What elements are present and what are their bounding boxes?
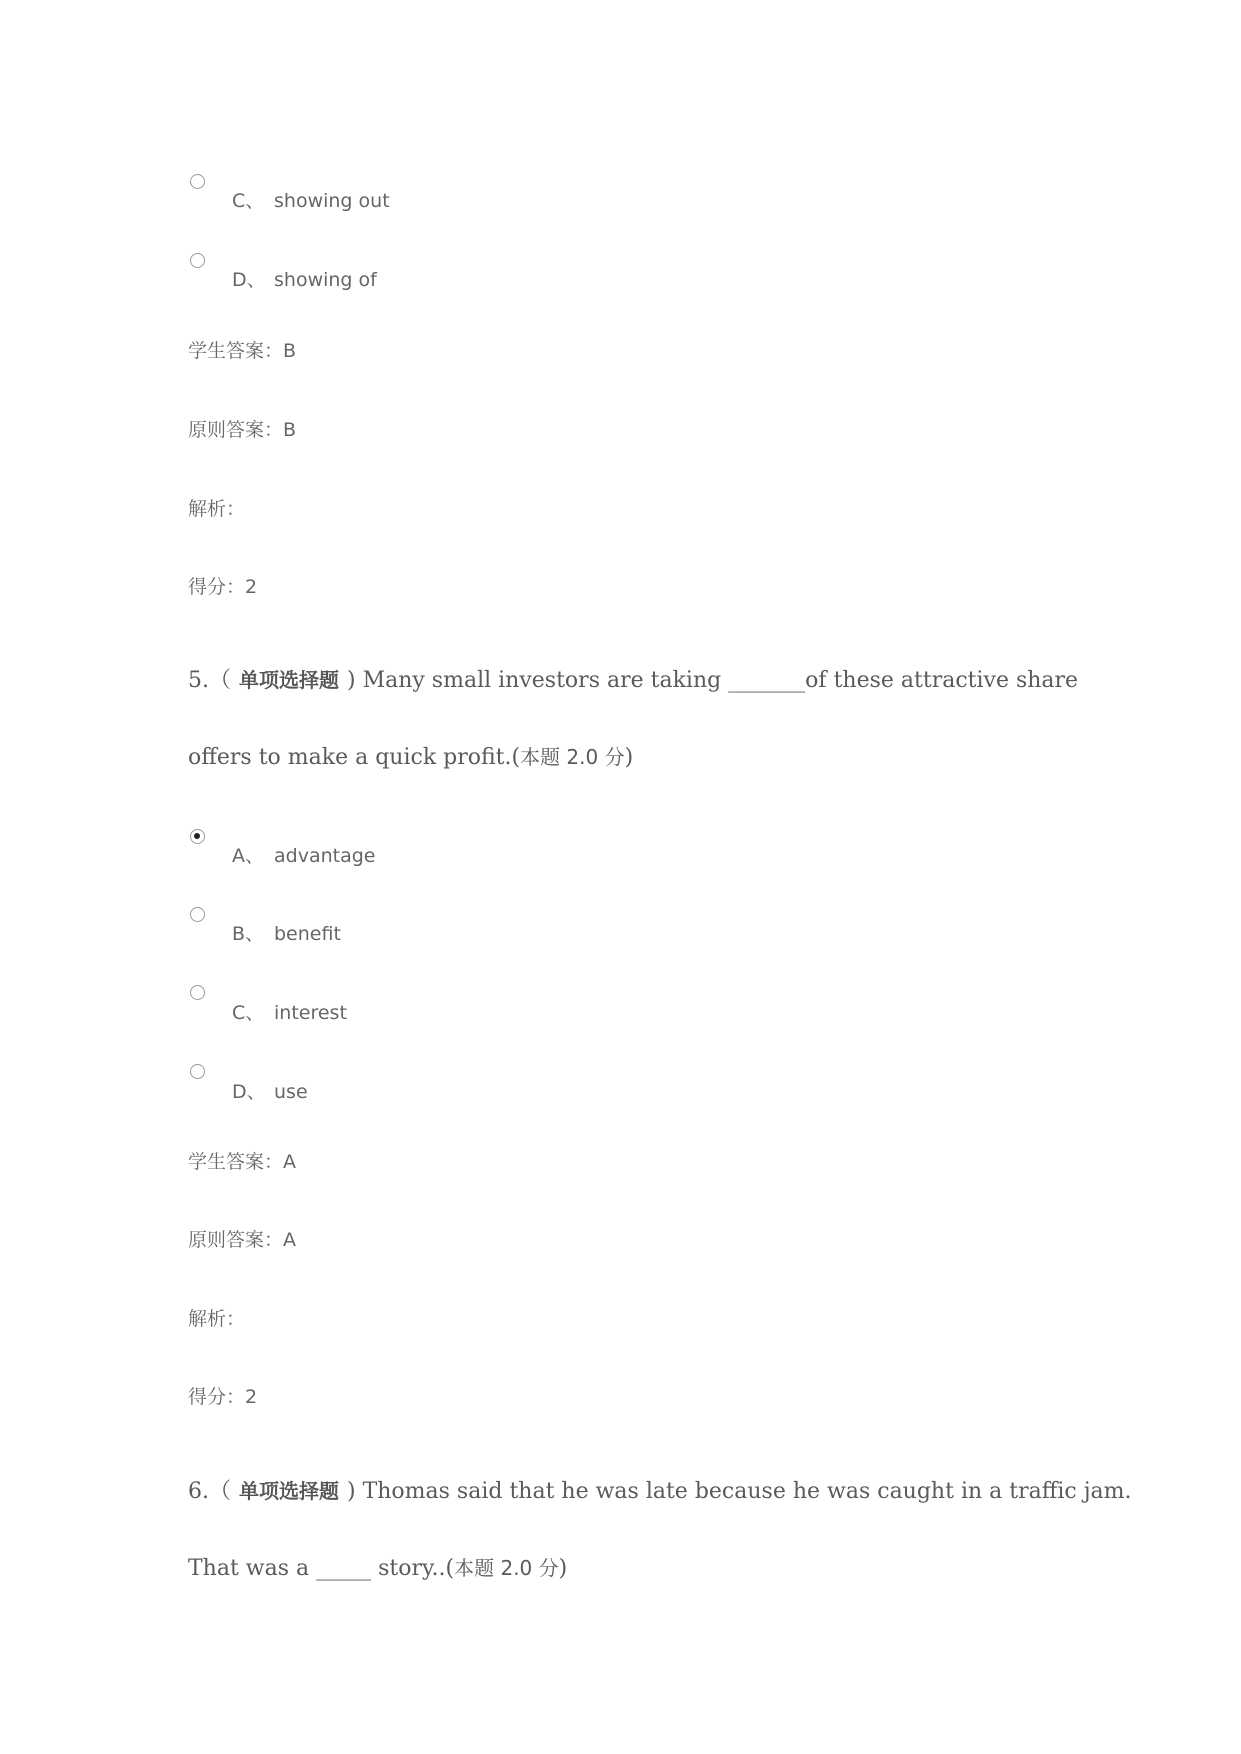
q5-question-line2 — [188, 741, 633, 770]
q5-question-line1 — [188, 663, 1078, 694]
q5-option-a-radio[interactable] — [190, 829, 205, 844]
question-text: ) Thomas said that he was late because he was caught in a traffic jam. — [347, 1479, 1132, 1504]
question-points: 本题 2.0 分 — [520, 745, 625, 769]
option-letter: A、 — [232, 845, 264, 867]
q5-option-c-radio[interactable] — [190, 985, 205, 1000]
q4-option-d-radio[interactable] — [190, 253, 205, 268]
option-letter: D、 — [232, 269, 266, 291]
q5-option-a — [232, 841, 375, 868]
option-letter: C、 — [232, 1002, 265, 1024]
option-letter: B、 — [232, 923, 265, 945]
question-text: That was a _____ story..( — [188, 1556, 455, 1581]
q5-analysis: 解析： — [188, 1308, 246, 1330]
question-text: ) Many small investors are taking _______of these attractive share — [347, 668, 1079, 693]
option-text: showing out — [274, 190, 390, 212]
option-text: showing of — [274, 269, 377, 291]
option-text: advantage — [274, 845, 376, 867]
option-text: use — [274, 1081, 308, 1103]
q5-student-answer: 学生答案：A — [188, 1151, 296, 1173]
q4-standard-answer: 原则答案：B — [188, 419, 297, 441]
option-text: interest — [274, 1002, 347, 1024]
option-text: benefit — [274, 923, 341, 945]
q4-option-d — [232, 265, 377, 292]
q6-question-line2 — [188, 1552, 567, 1581]
q4-option-c-radio[interactable] — [190, 174, 205, 189]
q5-score: 得分：2 — [188, 1386, 258, 1408]
q5-option-b-radio[interactable] — [190, 907, 205, 922]
q5-standard-answer: 原则答案：A — [188, 1229, 296, 1251]
question-number: 5.（ — [188, 668, 231, 693]
q5-option-c — [232, 998, 347, 1025]
question-points: 本题 2.0 分 — [454, 1556, 559, 1580]
q5-option-d-radio[interactable] — [190, 1064, 205, 1079]
question-number: 6.（ — [188, 1479, 231, 1504]
q6-question-line1 — [188, 1474, 1132, 1505]
question-type: 单项选择题 — [239, 668, 339, 692]
question-type: 单项选择题 — [239, 1479, 339, 1503]
q5-option-d — [232, 1077, 308, 1104]
q5-option-b — [232, 919, 341, 946]
q4-analysis: 解析： — [188, 498, 246, 520]
option-letter: C、 — [232, 190, 265, 212]
q4-score: 得分：2 — [188, 576, 258, 598]
q4-student-answer: 学生答案：B — [188, 340, 297, 362]
question-text-end: ) — [558, 1556, 568, 1581]
question-text: offers to make a quick profit.( — [188, 745, 521, 770]
q4-option-c — [232, 186, 390, 213]
question-text-end: ) — [624, 745, 634, 770]
option-letter: D、 — [232, 1081, 266, 1103]
